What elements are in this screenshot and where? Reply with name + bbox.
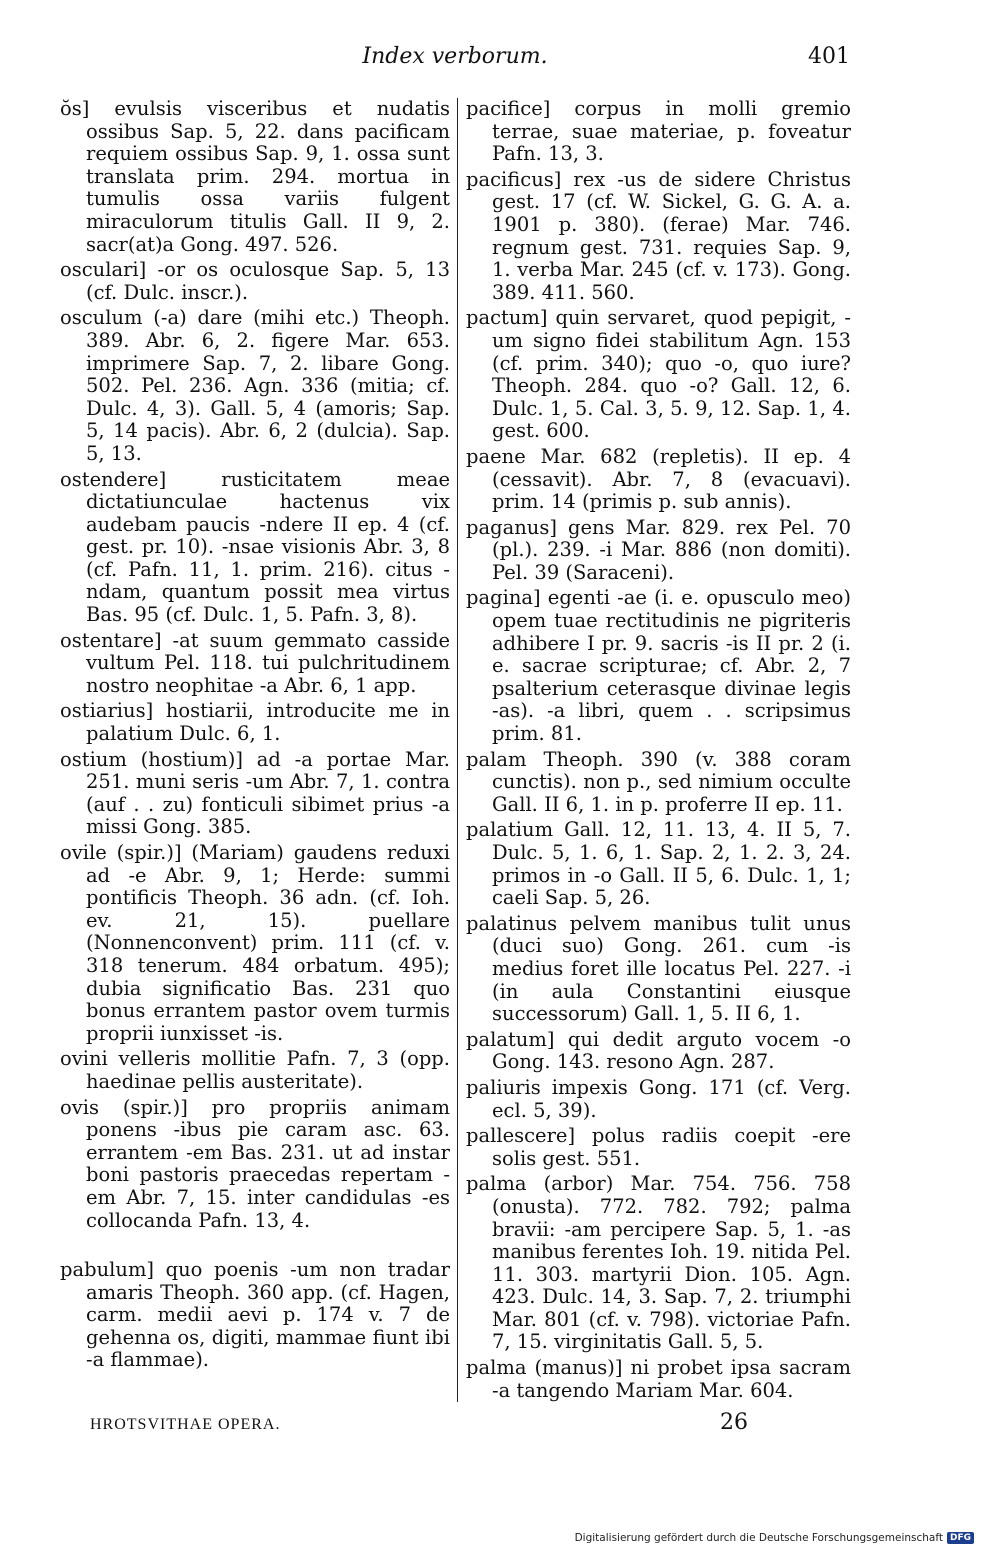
index-entry: palatum] qui dedit arguto vocem -o Gong. 143. resono Agn. 287. [466,1027,851,1074]
book-title: HROTSVITHAE OPERA. [90,1416,281,1433]
index-entry: palatium Gall. 12, 11. 13, 4. II 5, 7. Dulc. 5, 1. 6, 1. Sap. 2, 1. 2. 3, 24. primos in -o Gall. II 5, 6. Dulc. 1, 1; caeli Sap. 5, 26. [466,818,851,910]
column-divider [457,98,458,1402]
index-entry: osculum (-a) dare (mihi etc.) Theoph. 389. Abr. 6, 2. figere Mar. 653. imprimere Sap. 7, 2. libare Gong. 502. Pel. 236. Agn. 336 (mitia; cf. Dulc. 4, 3). Gall. 5, 4 (amoris; Sap. 5, 14 pacis). Abr. 6, 2 (dulcia). Sap. 5, 13. [60,306,450,465]
page-number: 401 [808,44,850,69]
index-entry: paene Mar. 682 (repletis). II ep. 4 (cessavit). Abr. 7, 8 (evacuavi). prim. 14 (primis p. sub annis). [466,444,851,514]
index-entry: palma (arbor) Mar. 754. 756. 758 (onusta). 772. 782. 792; palma bravii: -am percipere Sap. 5, 1. -as manibus ferentes Ioh. 19. nitida Pel. 11. 303. martyrii Dion. 105. Agn. 423. Dulc. 14, 3. Sap. 7, 2. triumphi Mar. 801 (cf. v. 798). victoriae Pafn. 7, 15. virginitatis Gall. 5, 5. [466,1172,851,1354]
index-entry: pacificus] rex -us de sidere Christus gest. 17 (cf. W. Sickel, G. G. A. a. 1901 p. 380). (ferae) Mar. 746. regnum gest. 731. requies Sap. 9, 1. verba Mar. 245 (cf. v. 173). Gong. 389. 411. 560. [466,167,851,304]
dfg-logo-icon: DFG [947,1532,974,1544]
index-entry: pacifice] corpus in molli gremio terrae, suae materiae, p. foveatur Pafn. 13, 3. [466,97,851,166]
index-entry: ovini velleris mollitie Pafn. 7, 3 (opp. haedinae pellis austeritate). [60,1047,450,1093]
digitization-note: Digitalisierung gefördert durch die Deutsche Forschungsgemeinschaft [574,1532,943,1544]
index-entry: ostentare] -at suum gemmato casside vultum Pel. 118. tui pulchritudinem nostro neophitae -a Abr. 6, 1 app. [60,628,450,697]
index-entry: palma (manus)] ni probet ipsa sacram -a tangendo Mariam Mar. 604. [466,1356,851,1402]
signature-mark: 26 [720,1410,748,1435]
digitization-credit [575,1532,974,1544]
index-entry: ovis (spir.)] pro propriis animam ponens -ibus pie caram asc. 63. errantem -em Bas. 231. ut ad instar boni pastoris praecedas repertam -em Abr. 7, 15. inter candidulas -es collocanda Pafn. 13, 4. [60,1095,450,1232]
index-entry: paliuris impexis Gong. 171 (cf. Verg. ecl. 5, 39). [466,1075,851,1122]
index-entry: pallescere] polus radiis coepit -ere solis gest. 551. [466,1124,851,1170]
index-entry: palam Theoph. 390 (v. 388 coram cunctis). non p., sed nimium occulte Gall. II 6, 1. in p. proferre II ep. 11. [466,747,851,816]
index-entry: ovile (spir.)] (Mariam) gaudens reduxi ad -e Abr. 9, 1; Herde: summi pontificis Theoph. 36 adn. (cf. Ioh. ev. 21, 15). puellare (Nonnenconvent) prim. 111 (cf. v. 318 tenerum. 484 orbatum. 495); dubia significatio Bas. 231 quo bonus errantem pastor ovem turmis proprii iunxisset -is. [60,841,450,1045]
index-entry: ostiarius] hostiarii, introducite me in palatium Dulc. 6, 1. [60,699,450,746]
left-column [60,98,450,1375]
index-entry: pactum] quin servaret, quod pepigit, -um signo fidei stabilitum Agn. 153 (cf. prim. 340); quo -o, quo iure? Theoph. 284. quo -o? Gall. 12, 6. Dulc. 1, 5. Cal. 3, 5. 9, 12. Sap. 1, 4. gest. 600. [466,306,851,443]
index-entry: paganus] gens Mar. 829. rex Pel. 70 (pl.). 239. -i Mar. 886 (non domiti). Pel. 39 (Saraceni). [466,515,851,584]
index-entry: osculari] -or os oculosque Sap. 5, 13 (cf. Dulc. inscr.). [60,258,450,304]
index-entry: ostium (hostium)] ad -a portae Mar. 251. muni seris -um Abr. 7, 1. contra (auf . . zu) fonticuli sibimet prius -a missi Gong. 385. [60,747,450,839]
index-entry: ŏs] evulsis visceribus et nudatis ossibus Sap. 5, 22. dans pacificam requiem ossibus Sap. 9, 1. ossa sunt translata prim. 294. mortua in tumulis ossa variis fulgent miraculorum titulis Gall. II 9, 2. sacr(at)a Gong. 497. 526. [60,97,450,256]
section-gap [60,1235,450,1259]
index-entry: pabulum] quo poenis -um non tradar amaris Theoph. 360 app. (cf. Hagen, carm. medii aevi p. 174 v. 7 de gehenna os, digiti, mammae fiunt ibi -a flammae). [60,1258,450,1372]
index-entry: pagina] egenti -ae (i. e. opusculo meo) opem tuae rectitudinis ne pigriteris adhibere I pr. 9. sacris -is II pr. 2 (i. e. sacrae scripturae; cf. Abr. 2, 7 psalterium ceterasque divinae legis -as). -a libri, quem . . scripsimus prim. 81. [466,586,851,746]
running-title: Index verborum. [362,44,548,69]
right-column [466,98,851,1405]
index-entry: palatinus pelvem manibus tulit unus (duci suo) Gong. 261. cum -is medius foret ille locatus Pel. 227. -i (in aula Constantini eiusque successorum) Gall. 1, 5. II 6, 1. [466,911,851,1026]
index-entry: ostendere] rusticitatem meae dictatiunculae hactenus vix audebam paucis -ndere II ep. 4 (cf. gest. pr. 10). -nsae visionis Abr. 3, 8 (cf. Pafn. 11, 1. prim. 216). citus -ndam, quantum possit mea virtus Bas. 95 (cf. Dulc. 1, 5. Pafn. 3, 8). [60,467,450,627]
page-header [60,44,850,80]
